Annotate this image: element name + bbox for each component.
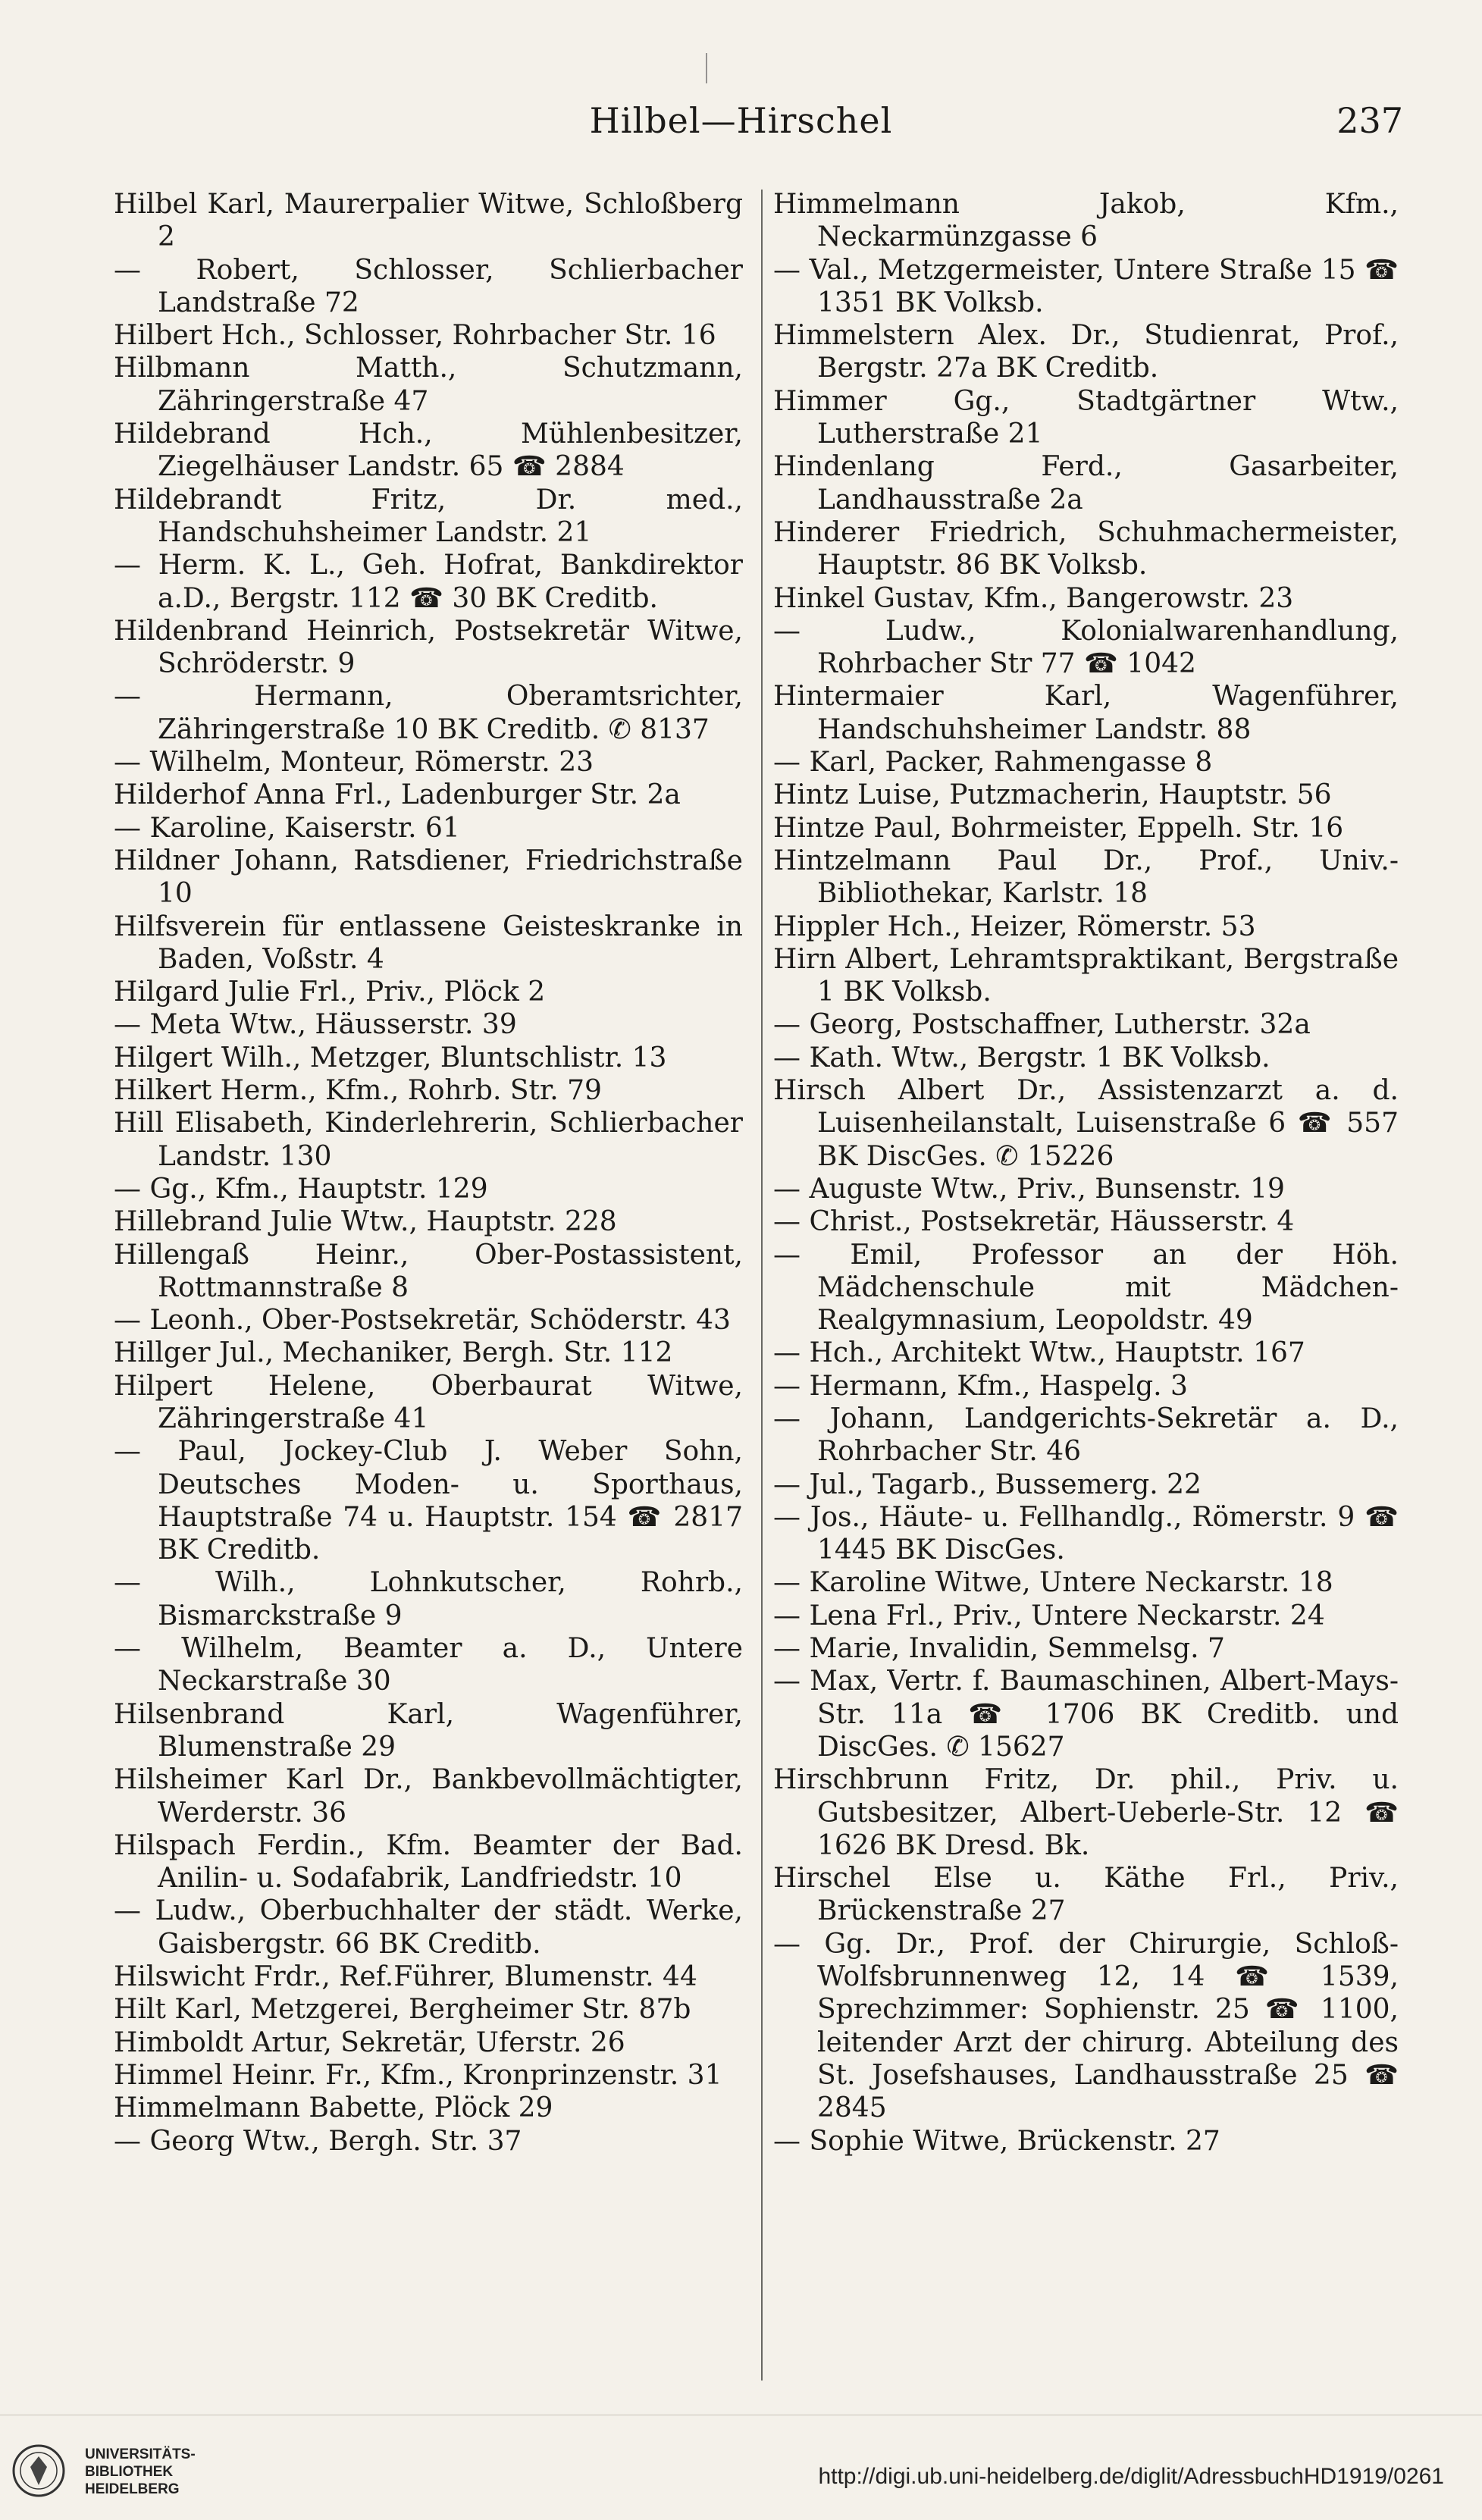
directory-entry: — Val., Metzgermeister, Untere Straße 15 ☎ 1351 BK Volksb.	[773, 254, 1399, 318]
footer	[0, 2415, 1482, 2520]
directory-entry: — Hch., Architekt Wtw., Hauptstr. 167	[773, 1337, 1305, 1369]
library-name-line: UNIVERSITÄTS-	[85, 2446, 196, 2462]
directory-entry: Hilderhof Anna Frl., Ladenburger Str. 2a	[114, 779, 681, 811]
directory-entry: Hilgard Julie Frl., Priv., Plöck 2	[114, 976, 546, 1008]
page-header	[0, 100, 1482, 146]
directory-entry: Hilsenbrand Karl, Wagenführer, Blumenstraße 29	[114, 1698, 743, 1763]
directory-entry: — Hermann, Kfm., Haspelg. 3	[773, 1370, 1188, 1402]
directory-entry: Hintzelmann Paul Dr., Prof., Univ.-Bibliothekar, Karlstr. 18	[773, 845, 1399, 910]
directory-entry: Hippler Hch., Heizer, Römerstr. 53	[773, 911, 1256, 942]
directory-entry: — Christ., Postsekretär, Häusserstr. 4	[773, 1206, 1295, 1238]
directory-entry: Hintz Luise, Putzmacherin, Hauptstr. 56	[773, 779, 1332, 811]
directory-entry: Hilbmann Matth., Schutzmann, Zähringerstraße 47	[114, 353, 743, 417]
left-column	[114, 188, 743, 2158]
directory-entry: — Karoline Witwe, Untere Neckarstr. 18	[773, 1567, 1333, 1599]
directory-entry: Hintze Paul, Bohrmeister, Eppelh. Str. 16	[773, 812, 1344, 844]
directory-entry: — Paul, Jockey-Club J. Weber Sohn, Deutsches Moden- u. Sporthaus, Hauptstraße 74 u. Hauptstr. 154 ☎ 2817 BK Creditb.	[114, 1436, 743, 1566]
directory-entry: Himmelmann Babette, Plöck 29	[114, 2092, 553, 2124]
directory-entry: — Wilh., Lohnkutscher, Rohrb., Bismarckstraße 9	[114, 1567, 743, 1631]
directory-entry: — Gg. Dr., Prof. der Chirurgie, Schloß-Wolfsbrunnenweg 12, 14 ☎ 1539, Sprechzimmer: Sophienstr. 25 ☎ 1100, leitender Arzt der chirurg. Abteilung des St. Josefshauses, Landhausstraße 25 ☎ 2845	[773, 1928, 1399, 2124]
directory-entry: — Lena Frl., Priv., Untere Neckarstr. 24	[773, 1600, 1325, 1631]
university-seal-icon	[12, 2444, 65, 2497]
directory-entry: Himmelstern Alex. Dr., Studienrat, Prof., Bergstr. 27a BK Creditb.	[773, 320, 1399, 384]
directory-entry: Hirsch Albert Dr., Assistenzarzt a. d. Luisenheilanstalt, Luisenstraße 6 ☎ 557 BK DiscGes. ✆ 15226	[773, 1075, 1399, 1172]
running-title: Hilbel—Hirschel	[589, 100, 893, 141]
directory-entry: Himmer Gg., Stadtgärtner Wtw., Lutherstraße 21	[773, 385, 1399, 450]
directory-entry: Hirschbrunn Fritz, Dr. phil., Priv. u. Gutsbesitzer, Albert-Ueberle-Str. 12 ☎ 1626 BK Dresd. Bk.	[773, 1764, 1399, 1861]
directory-entry: Hintermaier Karl, Wagenführer, Handschuhsheimer Landstr. 88	[773, 681, 1399, 745]
directory-entry: Hill Elisabeth, Kinderlehrerin, Schlierbacher Landstr. 130	[114, 1108, 743, 1172]
source-url-link[interactable]: http://digi.ub.uni-heidelberg.de/diglit/AdressbuchHD1919/0261	[818, 2464, 1444, 2489]
directory-entry: Hilpert Helene, Oberbaurat Witwe, Zähringerstraße 41	[114, 1370, 743, 1434]
directory-entry: — Jos., Häute- u. Fellhandlg., Römerstr. 9 ☎ 1445 BK DiscGes.	[773, 1501, 1399, 1566]
directory-entry: — Sophie Witwe, Brückenstr. 27	[773, 2125, 1220, 2157]
directory-entry: Hillebrand Julie Wtw., Hauptstr. 228	[114, 1206, 617, 1238]
page-number: 237	[1336, 100, 1403, 141]
directory-entry: — Gg., Kfm., Hauptstr. 129	[114, 1173, 488, 1205]
directory-entry: — Auguste Wtw., Priv., Bunsenstr. 19	[773, 1173, 1285, 1205]
directory-entry: — Robert, Schlosser, Schlierbacher Landstraße 72	[114, 254, 743, 318]
directory-entry: Hirn Albert, Lehramtspraktikant, Bergstraße 1 BK Volksb.	[773, 943, 1399, 1008]
directory-entry: — Max, Vertr. f. Baumaschinen, Albert-Mays-Str. 11a ☎ 1706 BK Creditb. und DiscGes. ✆ 15627	[773, 1666, 1399, 1763]
directory-entry: — Kath. Wtw., Bergstr. 1 BK Volksb.	[773, 1042, 1271, 1074]
directory-entry: — Karoline, Kaiserstr. 61	[114, 812, 460, 844]
directory-entry: Hilbert Hch., Schlosser, Rohrbacher Str. 16	[114, 320, 716, 352]
directory-entry: Hilkert Herm., Kfm., Rohrb. Str. 79	[114, 1075, 602, 1107]
directory-entry: Hildner Johann, Ratsdiener, Friedrichstraße 10	[114, 845, 743, 910]
directory-entry: Hilgert Wilh., Metzger, Bluntschlistr. 13	[114, 1042, 667, 1074]
directory-entry: — Ludw., Oberbuchhalter der städt. Werke, Gaisbergstr. 66 BK Creditb.	[114, 1895, 743, 1960]
directory-entry: Hilt Karl, Metzgerei, Bergheimer Str. 87b	[114, 1994, 691, 2026]
directory-entry: — Marie, Invalidin, Semmelsg. 7	[773, 1633, 1225, 1665]
directory-entry: — Georg Wtw., Bergh. Str. 37	[114, 2125, 522, 2157]
directory-entry: Himboldt Artur, Sekretär, Uferstr. 26	[114, 2026, 625, 2058]
directory-entry: — Ludw., Kolonialwarenhandlung, Rohrbacher Str 77 ☎ 1042	[773, 615, 1399, 680]
directory-entry: Hilbel Karl, Maurerpalier Witwe, Schloßberg 2	[114, 189, 743, 253]
library-name	[85, 2446, 196, 2498]
directory-entry: Hilspach Ferdin., Kfm. Beamter der Bad. Anilin- u. Sodafabrik, Landfriedstr. 10	[114, 1829, 743, 1895]
directory-entry: — Georg, Postschaffner, Lutherstr. 32a	[773, 1009, 1311, 1041]
directory-entry: Hilswicht Frdr., Ref.Führer, Blumenstr. 44	[114, 1961, 697, 1993]
directory-entry: Hillengaß Heinr., Ober-Postassistent, Rottmannstraße 8	[114, 1239, 743, 1303]
directory-entry: Hilsheimer Karl Dr., Bankbevollmächtigter, Werderstr. 36	[114, 1764, 743, 1829]
directory-entry: — Emil, Professor an der Höh. Mädchenschule mit Mädchen-Realgymnasium, Leopoldstr. 49	[773, 1239, 1399, 1337]
directory-entry: — Leonh., Ober-Postsekretär, Schöderstr. 43	[114, 1305, 731, 1337]
directory-entry: — Meta Wtw., Häusserstr. 39	[114, 1009, 517, 1041]
directory-entry: Hindenlang Ferd., Gasarbeiter, Landhausstraße 2a	[773, 451, 1399, 516]
directory-entry: Hildebrand Hch., Mühlenbesitzer, Ziegelhäuser Landstr. 65 ☎ 2884	[114, 418, 743, 483]
library-name-line: HEIDELBERG	[85, 2481, 180, 2497]
directory-entry: Hirschel Else u. Käthe Frl., Priv., Brückenstraße 27	[773, 1863, 1399, 1927]
directory-entry: — Johann, Landgerichts-Sekretär a. D., Rohrbacher Str. 46	[773, 1403, 1399, 1468]
directory-entry: Hinkel Gustav, Kfm., Bangerowstr. 23	[773, 582, 1294, 614]
directory-entry: — Wilhelm, Beamter a. D., Untere Neckarstraße 30	[114, 1633, 743, 1697]
directory-entry: Hildenbrand Heinrich, Postsekretär Witwe, Schröderstr. 9	[114, 615, 743, 680]
right-column	[773, 188, 1399, 2158]
directory-entry: — Jul., Tagarb., Bussemerg. 22	[773, 1468, 1202, 1500]
directory-entry: Himmel Heinr. Fr., Kfm., Kronprinzenstr. 31	[114, 2059, 722, 2091]
directory-entry: — Karl, Packer, Rahmengasse 8	[773, 747, 1213, 779]
top-center-mark	[706, 53, 707, 83]
directory-entry: — Herm. K. L., Geh. Hofrat, Bankdirektor a.D., Bergstr. 112 ☎ 30 BK Creditb.	[114, 550, 743, 614]
directory-entry: — Hermann, Oberamtsrichter, Zähringerstraße 10 BK Creditb. ✆ 8137	[114, 681, 743, 745]
directory-entry: Himmelmann Jakob, Kfm., Neckarmünzgasse 6	[773, 189, 1399, 253]
column-divider	[761, 190, 763, 2381]
directory-entry: — Wilhelm, Monteur, Römerstr. 23	[114, 747, 594, 779]
directory-entry: Hildebrandt Fritz, Dr. med., Handschuhsheimer Landstr. 21	[114, 484, 743, 548]
directory-entry: Hinderer Friedrich, Schuhmachermeister, Hauptstr. 86 BK Volksb.	[773, 516, 1399, 581]
library-name-line: BIBLIOTHEK	[85, 2464, 174, 2480]
directory-entry: Hillger Jul., Mechaniker, Bergh. Str. 112	[114, 1337, 673, 1369]
directory-entry: Hilfsverein für entlassene Geisteskranke in Baden, Voßstr. 4	[114, 911, 743, 975]
